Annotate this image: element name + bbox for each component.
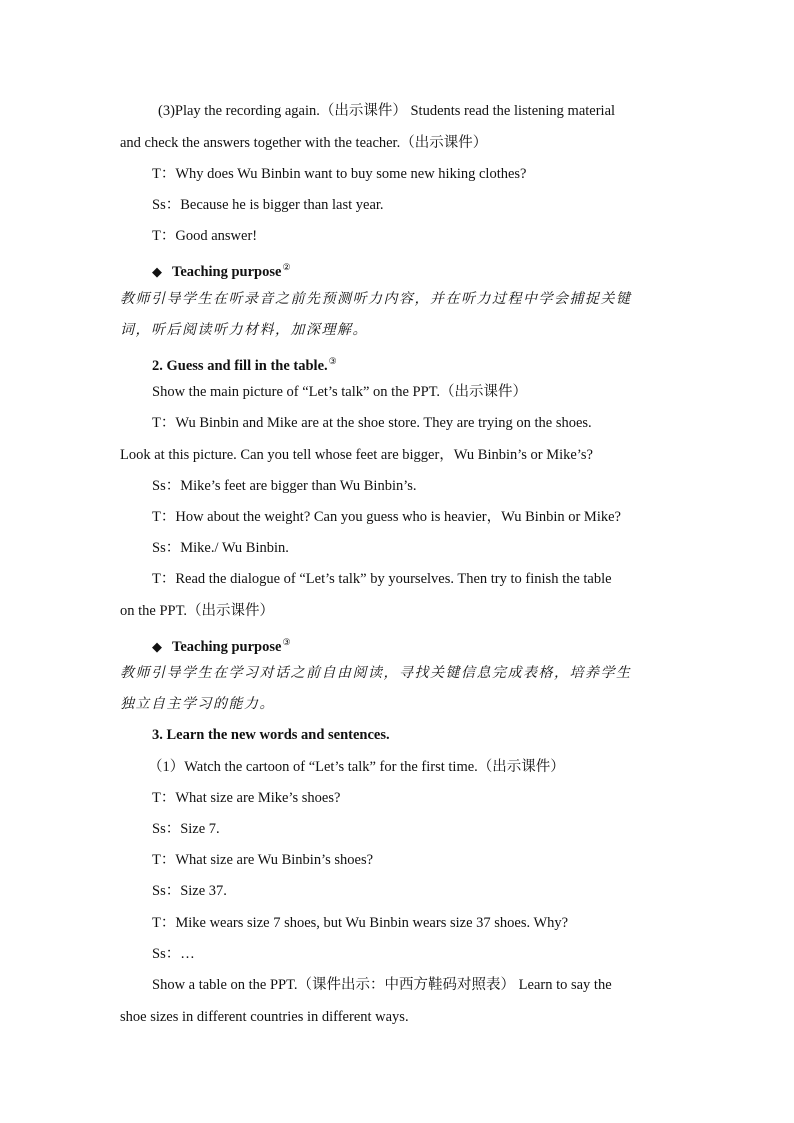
chinese-paragraph-line: 词，听后阅读听力材料，加深理解。 [120, 322, 368, 338]
chinese-paragraph-line: 教师引导学生在听录音之前先预测听力内容，并在听力过程中学会捕捉关键 [120, 291, 632, 307]
footnote-marker: ③ [282, 637, 291, 647]
dialogue-line: Ss：Mike’s feet are bigger than Wu Binbin’s. [152, 478, 417, 494]
dialogue-line: Ss：Because he is bigger than last year. [152, 197, 384, 213]
chinese-paragraph-line: 教师引导学生在学习对话之前自由阅读，寻找关键信息完成表格，培养学生 [120, 665, 632, 681]
paragraph-line: shoe sizes in different countries in different ways. [120, 1009, 409, 1025]
dialogue-line: T：What size are Mike’s shoes? [152, 790, 341, 806]
teaching-purpose-heading [152, 257, 291, 282]
dialogue-line: Ss：… [152, 946, 195, 962]
dialogue-line: T：Why does Wu Binbin want to buy some new hiking clothes? [152, 166, 527, 182]
paragraph-line: and check the answers together with the teacher.（出示课件） [120, 135, 488, 151]
diamond-bullet-icon: ◆ [152, 263, 162, 279]
paragraph-line: （1）Watch the cartoon of “Let’s talk” for the first time.（出示课件） [148, 759, 565, 775]
dialogue-line: T：Mike wears size 7 shoes, but Wu Binbin wears size 37 shoes. Why? [152, 915, 569, 931]
footnote-marker: ② [282, 262, 291, 272]
heading-text: Teaching purpose [172, 263, 282, 280]
paragraph-line: Show a table on the PPT.（课件出示：中西方鞋码对照表） Learn to say the [152, 977, 612, 993]
dialogue-line: Look at this picture. Can you tell whose feet are bigger，Wu Binbin’s or Mike’s? [120, 447, 593, 463]
teaching-purpose-heading [152, 632, 291, 657]
dialogue-line: T：What size are Wu Binbin’s shoes? [152, 852, 374, 868]
heading-text: 2. Guess and fill in the table. [152, 357, 328, 374]
dialogue-line: T：How about the weight? Can you guess who is heavier，Wu Binbin or Mike? [152, 509, 621, 525]
paragraph-line: Show the main picture of “Let’s talk” on the PPT.（出示课件） [152, 384, 528, 400]
footnote-marker: ③ [328, 356, 337, 366]
dialogue-line: Ss：Mike./ Wu Binbin. [152, 540, 289, 556]
dialogue-line: Ss：Size 7. [152, 821, 220, 837]
section-heading [152, 351, 337, 376]
dialogue-line: T：Read the dialogue of “Let’s talk” by yourselves. Then try to finish the table [152, 571, 612, 587]
section-heading: 3. Learn the new words and sentences. [152, 727, 390, 743]
heading-text: Teaching purpose [172, 638, 282, 655]
diamond-bullet-icon: ◆ [152, 638, 162, 654]
dialogue-line: T：Wu Binbin and Mike are at the shoe store. They are trying on the shoes. [152, 415, 592, 431]
dialogue-line: on the PPT.（出示课件） [120, 603, 274, 619]
dialogue-line: Ss：Size 37. [152, 883, 227, 899]
paragraph-line: (3)Play the recording again.（出示课件） Students read the listening material [158, 103, 616, 119]
dialogue-line: T：Good answer! [152, 228, 258, 244]
chinese-paragraph-line: 独立自主学习的能力。 [120, 696, 275, 712]
